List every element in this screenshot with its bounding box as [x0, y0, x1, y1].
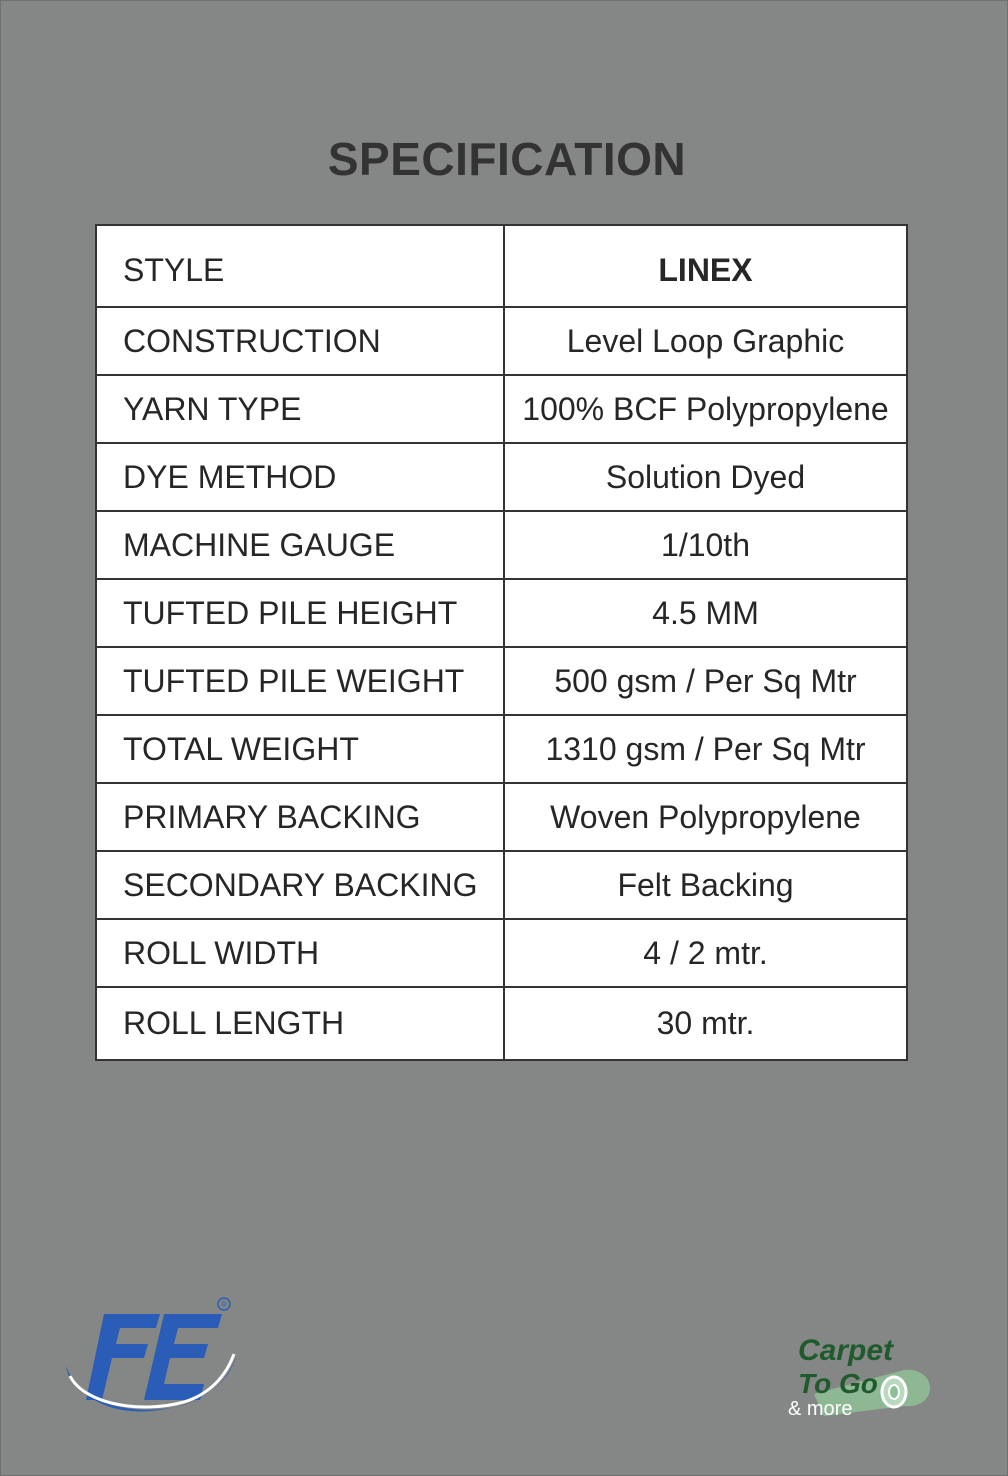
table-row	[96, 919, 907, 987]
carpet-to-go-logo	[784, 1334, 936, 1424]
row-value: Solution Dyed	[504, 443, 907, 511]
row-value: 100% BCF Polypropylene	[504, 375, 907, 443]
row-label: TUFTED PILE HEIGHT	[96, 579, 504, 647]
row-label: TOTAL WEIGHT	[96, 715, 504, 783]
row-label: TUFTED PILE WEIGHT	[96, 647, 504, 715]
row-label: CONSTRUCTION	[96, 307, 504, 375]
row-label: MACHINE GAUGE	[96, 511, 504, 579]
row-label: YARN TYPE	[96, 375, 504, 443]
row-label: SECONDARY BACKING	[96, 851, 504, 919]
table-row	[96, 647, 907, 715]
page-title: SPECIFICATION	[327, 133, 687, 185]
row-value: Woven Polypropylene	[504, 783, 907, 851]
table-row	[96, 851, 907, 919]
row-label: ROLL WIDTH	[96, 919, 504, 987]
row-label: DYE METHOD	[96, 443, 504, 511]
logo-word-to-go: To Go	[798, 1368, 878, 1399]
logo-word-more: & more	[788, 1398, 853, 1420]
table-row	[96, 307, 907, 375]
fe-logo-icon	[60, 1296, 245, 1426]
row-label: PRIMARY BACKING	[96, 783, 504, 851]
row-value: 1310 gsm / Per Sq Mtr	[504, 715, 907, 783]
table-row	[96, 225, 907, 307]
row-value: LINEX	[504, 225, 907, 307]
row-label: ROLL LENGTH	[96, 987, 504, 1060]
fe-logo	[60, 1296, 245, 1426]
table-row	[96, 783, 907, 851]
row-value: Level Loop Graphic	[504, 307, 907, 375]
svg-text:®: ®	[221, 1300, 227, 1309]
row-label: STYLE	[96, 225, 504, 307]
table-row	[96, 443, 907, 511]
table-row	[96, 579, 907, 647]
row-value: 500 gsm / Per Sq Mtr	[504, 647, 907, 715]
specification-table	[95, 224, 908, 1061]
row-value: 4.5 MM	[504, 579, 907, 647]
table-row	[96, 715, 907, 783]
table-row	[96, 987, 907, 1060]
table-row	[96, 375, 907, 443]
row-value: 4 / 2 mtr.	[504, 919, 907, 987]
logo-word-carpet: Carpet	[798, 1334, 894, 1367]
table-row	[96, 511, 907, 579]
row-value: 30 mtr.	[504, 987, 907, 1060]
row-value: 1/10th	[504, 511, 907, 579]
row-value: Felt Backing	[504, 851, 907, 919]
